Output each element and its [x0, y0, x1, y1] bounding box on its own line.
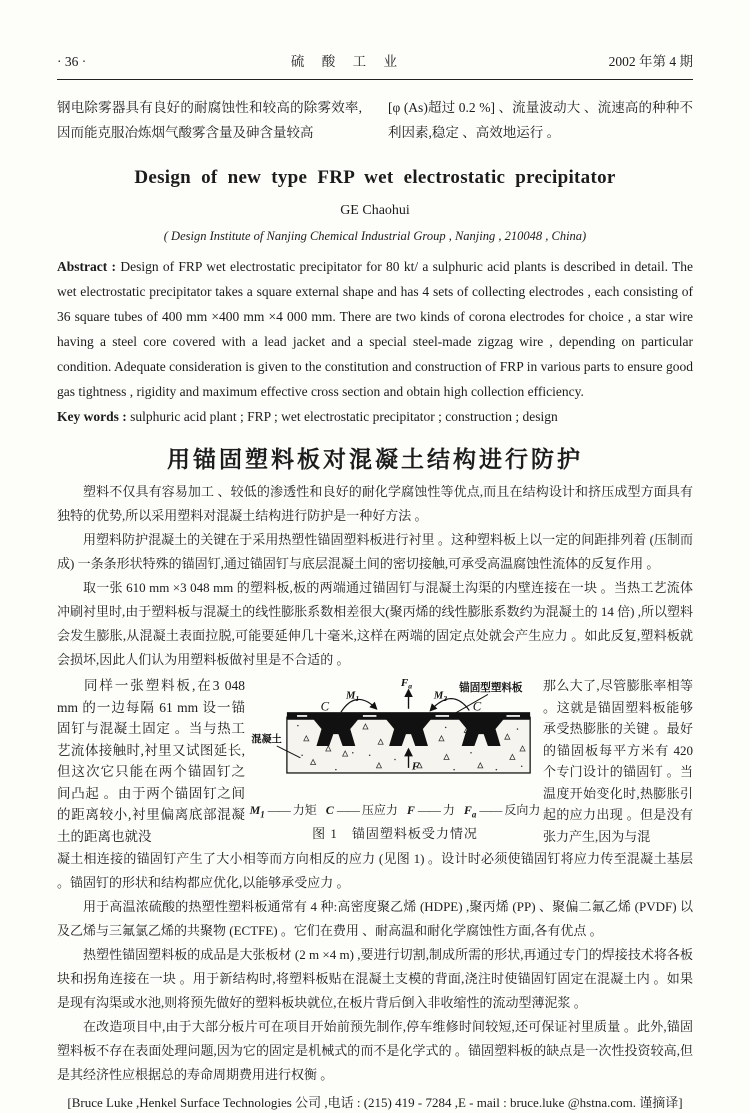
intro-left-column: 钢电除雾器具有良好的耐腐蚀性和较高的除雾效率,因而能克服冶炼烟气酸雾含量及砷含量较高	[57, 100, 362, 140]
source-attribution: [Bruce Luke ,Henkel Surface Technologies 公司 ,电话 : (215) 419 - 7284 ,E - mail : bruce.luke @hstna.com. 谨摘译]	[67, 1095, 683, 1110]
header-rule	[57, 79, 693, 80]
concrete-callout-label: 混凝土	[251, 734, 282, 746]
author-affiliation: ( Design Institute of Nanjing Chemical Industrial Group , Nanjing , 210048 , China)	[163, 229, 587, 243]
c-symbol-right: C	[472, 699, 482, 714]
abstract	[57, 254, 693, 404]
abstract-label: Abstract :	[57, 259, 117, 274]
legend-item-c: C —— 压应力	[325, 803, 398, 817]
paragraph-2: 用塑料防护混凝土的关键在于采用热塑性锚固塑料板进行衬里 。这种塑料板上以一定的间距排列着 (压制而成) 一条条形状特殊的锚固钉,通过锚固钉与底层混凝土间的密切接触,可承受高温腐蚀性流体的反复作用 。	[57, 532, 693, 571]
figure-legend	[251, 801, 539, 819]
page-header	[57, 50, 693, 70]
previous-article-ending	[57, 95, 693, 145]
chinese-title: 用锚固塑料板对混凝土结构进行防护	[167, 447, 583, 472]
english-title: Design of new type FRP wet electrostatic precipitator	[134, 167, 616, 188]
paragraph-4: 凝土相连接的锚固钉产生了大小相等而方向相反的应力 (见图 1) 。设计时必须使锚固钉将应力传至混凝土基层 。锚固钉的形状和结构都应优化,以能够承受应力 。	[57, 851, 693, 890]
keywords-text: sulphuric acid plant ; FRP ; wet electrostatic precipitator ; construction ; design	[130, 409, 558, 424]
figure-1-diagram	[251, 675, 539, 800]
plate-callout-line	[454, 694, 488, 713]
m2-label: $M_2$	[433, 690, 448, 704]
plate-callout-label: 锚固型塑料板	[459, 683, 523, 695]
legend-item-f: F —— 力	[406, 803, 455, 817]
paragraph-6: 热塑性锚固塑料板的成品是大张板材 (2 m ×4 m) ,要进行切割,制成所需的形状,再通过专门的焊接技术将各板块和拐角连接在一块 。用于新结构时,将塑料板贴在混凝土支模的背面,浇注时使锚固钉固定在混凝土内 。如果是现有沟渠或水池,则将预先做好的塑料板块就位,在板片背后倒入非收缩性的流动型薄泥浆 。	[57, 947, 693, 1010]
legend-item-m1: $M_1$ —— 力矩	[249, 803, 317, 820]
intro-right-column: [φ (As)超过 0.2 %] 、流量波动大 、流速高的种种不利因素,稳定 、高效地运行 。	[388, 100, 693, 140]
keywords-label: Key words :	[57, 409, 127, 424]
f-label: F	[411, 760, 420, 773]
paragraph-1: 塑料不仅具有容易加工 、较低的渗透性和良好的耐化学腐蚀性等优点,而且在结构设计和挤压成型方面具有独特的优势,所以采用塑料对混凝土结构进行防护是一种好方法 。	[57, 484, 693, 523]
paragraph-3: 取一张 610 mm ×3 048 mm 的塑料板,板的两端通过锚固钉与混凝土沟渠的内壁连接在一块 。当热工艺流体冲刷衬里时,由于塑料板与混凝土的线性膨胀系数相差很大(聚丙烯的线性膨胀系数约为混凝土的 14 倍) ,所以塑料会发生膨胀,从混凝土表面拉脱,可能要延伸几十毫米,这样在两端的固定点处就会产生应力 。如此反复,塑料板就会损坏,因此人们认为用塑料板做衬里是不合适的 。	[57, 580, 693, 667]
c-symbol-left: C	[320, 699, 330, 714]
figure-caption: 图 1 锚固塑料板受力情况	[312, 826, 478, 842]
right-wrap-column: 那么大了,尽管膨胀率相等 。这就是锚固塑料板能够承受热膨胀的关键 。最好的锚固板每平方米有 420 个专门设计的锚固钉 。当温度开始变化时,热膨胀引起的应力出现 。但是没有张力产生,因为与混	[543, 678, 693, 844]
page-number: · 36 ·	[57, 54, 87, 69]
figure-1	[251, 675, 539, 847]
abstract-text: Design of FRP wet electrostatic precipitator for 80 kt/ a sulphuric acid plants is described in detail. The wet electrostatic precipitator takes a square external shape and has 4 sets of collecting electrodes , each consisting of 36 square tubes of 400 mm ×400 mm ×4 000 mm. There are two kinds of corona electrodes for choice , a star wire having a steel core covered with a lead jacket and a special steel-made zigzag wire , depending on particular condition. Adequate consideration is given to the constitution and construction of FRP in various parts to ensure good gas tightness , rigidity and maximum effective cross section and obtain high collection efficiency.	[57, 259, 694, 399]
paragraph-7: 在改造项目中,由于大部分板片可在项目开始前预先制作,停车维修时间较短,还可保证衬里质量 。此外,锚固塑料板不存在表面处理问题,因为它的固定是机械式的而不是化学式的 。锚固塑料板的缺点是一次性投资较高,但是其经济性应根据总的寿命周期费用进行权衡 。	[57, 1019, 693, 1082]
journal-name: 硫 酸 工 业	[290, 54, 404, 69]
legend-item-fa: $F_a$ —— 反向力	[463, 803, 541, 820]
paragraph-5: 用于高温浓硫酸的热塑性塑料板通常有 4 种:高密度聚乙烯 (HDPE) ,聚丙烯 (PP) 、聚偏二氟乙烯 (PVDF) 以及乙烯与三氟氯乙烯的共聚物 (ECTFE) 。它们在费用 、耐高温和耐化学腐蚀性方面,各有优点 。	[57, 899, 693, 938]
fa-label: $F_a$	[400, 676, 413, 691]
author-name: GE Chaohui	[340, 203, 410, 218]
m1-label: $M_1$	[346, 690, 360, 704]
figure-row	[57, 675, 693, 847]
issue-info: 2002 年第 4 期	[608, 54, 693, 69]
left-wrap-column: 同样一张塑料板,在3 048 mm 的一边每隔 61 mm 设一锚固钉与混凝土固定 。当与热工艺流体接触时,衬里又试图延长,但这次它只能在两个锚固钉之间凸起 。由于两个锚固钉之间的距离较小,衬里偏离底部混凝土的距离也就没	[57, 678, 245, 844]
keywords	[57, 404, 693, 429]
